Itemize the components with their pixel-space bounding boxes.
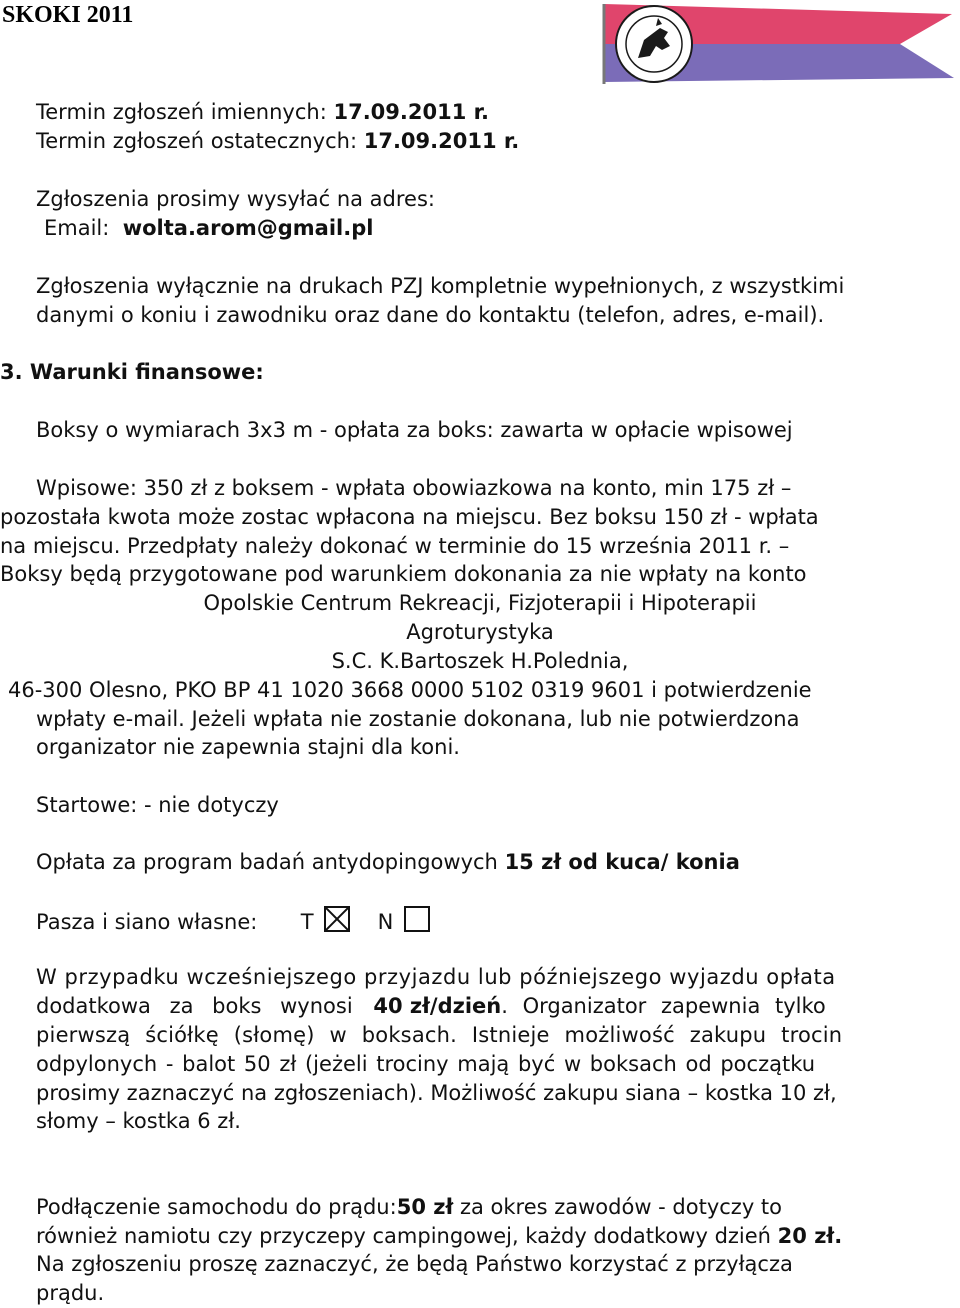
section-heading: 3. Warunki finansowe: bbox=[0, 360, 264, 384]
address-intro: Zgłoszenia prosimy wysyłać na adres: bbox=[36, 187, 435, 211]
named-deadline-label: Termin zgłoszeń imiennych: bbox=[36, 100, 327, 124]
document-title: SKOKI 2011 bbox=[2, 2, 134, 28]
boxes-line: Boksy o wymiarach 3x3 m - opłata za boks: zawarta w opłacie wpisowej bbox=[36, 418, 793, 442]
extra-line3: pierwszą ściółkę (słomę) w boksach. Istnieje możliwość zakupu trocin bbox=[36, 1023, 843, 1047]
doping-value: 15 zł od kuca/ konia bbox=[504, 850, 740, 874]
org-line3: S.C. K.Bartoszek H.Polednia, bbox=[331, 649, 629, 673]
forms-note-line1: Zgłoszenia wyłącznie na drukach PZJ kompletnie wypełnionych, z wszystkimi bbox=[36, 274, 845, 298]
power-line2 bbox=[36, 1222, 842, 1250]
named-deadline bbox=[36, 98, 489, 126]
doping-label: Opłata za program badań antydopingowych bbox=[36, 850, 498, 874]
final-deadline-label: Termin zgłoszeń ostatecznych: bbox=[36, 129, 358, 153]
feed-yes-label: T bbox=[300, 910, 314, 934]
checked-x-icon bbox=[326, 908, 348, 930]
email-label: Email: bbox=[44, 216, 110, 240]
forms-note-line2: danymi o koniu i zawodniku oraz dane do kontaktu (telefon, adres, e-mail). bbox=[36, 303, 825, 327]
extra-line4: odpylonych - balot 50 zł (jeżeli trociny mają być w boksach od początku bbox=[36, 1052, 816, 1076]
club-flag-logo bbox=[600, 0, 960, 86]
fee-line2: pozostała kwota może zostac wpłacona na miejscu. Bez boksu 150 zł - wpłata bbox=[0, 505, 819, 529]
org-line2: Agroturystyka bbox=[406, 620, 554, 644]
power-text1a: Podłączenie samochodu do prądu: bbox=[36, 1195, 397, 1219]
fee-line1: Wpisowe: 350 zł z boksem - wpłata obowiazkowa na konto, min 175 zł – bbox=[36, 476, 792, 500]
extra-text2c: . Organizator zapewnia tylko bbox=[501, 994, 826, 1018]
power-text1c: za okres zawodów - dotyczy to bbox=[453, 1195, 783, 1219]
power-line4: prądu. bbox=[36, 1281, 105, 1305]
fee-line4: Boksy będą przygotowane pod warunkiem dokonania za nie wpłaty na konto bbox=[0, 562, 807, 586]
named-deadline-value: 17.09.2011 r. bbox=[333, 100, 489, 124]
start-fee: Startowe: - nie dotyczy bbox=[36, 793, 279, 817]
extra-line2 bbox=[36, 992, 958, 1020]
power-daily-fee: 20 zł. bbox=[777, 1224, 843, 1248]
power-line1 bbox=[36, 1193, 782, 1221]
fee-line3: na miejscu. Przedpłaty należy dokonać w terminie do 15 września 2011 r. – bbox=[0, 534, 790, 558]
confirm-line2: organizator nie zapewnia stajni dla koni. bbox=[36, 735, 460, 759]
email-link[interactable]: wolta.arom@gmail.pl bbox=[122, 216, 374, 240]
extra-line6: słomy – kostka 6 zł. bbox=[36, 1109, 241, 1133]
final-deadline-value: 17.09.2011 r. bbox=[363, 129, 520, 153]
feed-no-label: N bbox=[377, 910, 394, 934]
power-fee: 50 zł bbox=[396, 1195, 454, 1219]
extra-text2a: dodatkowa za boks wynosi bbox=[36, 994, 353, 1018]
feed-row bbox=[36, 906, 430, 936]
extra-line1 bbox=[36, 963, 958, 991]
extra-text1: W przypadku wcześniejszego przyjazdu lub późniejszego wyjazdu opłata bbox=[36, 965, 836, 989]
power-text2a: również namiotu czy przyczepy campingowej, każdy dodatkowy dzień bbox=[36, 1224, 778, 1248]
final-deadline bbox=[36, 127, 519, 155]
doping-fee bbox=[36, 848, 740, 876]
feed-yes-checkbox[interactable] bbox=[324, 906, 350, 932]
email-row bbox=[44, 214, 373, 242]
feed-label: Pasza i siano własne: bbox=[36, 910, 258, 934]
org-line1: Opolskie Centrum Rekreacji, Fizjoterapii i Hipoterapii bbox=[203, 591, 757, 615]
extra-line5: prosimy zaznaczyć na zgłoszeniach). Możliwość zakupu siana – kostka 10 zł, bbox=[36, 1081, 837, 1105]
confirm-line1: wpłaty e-mail. Jeżeli wpłata nie zostanie dokonana, lub nie potwierdzona bbox=[36, 707, 800, 731]
feed-no-checkbox[interactable] bbox=[404, 906, 430, 932]
power-line3: Na zgłoszeniu proszę zaznaczyć, że będą Państwo korzystać z przyłącza bbox=[36, 1252, 793, 1276]
bank-line: 46-300 Olesno, PKO BP 41 1020 3668 0000 5102 0319 9601 i potwierdzenie bbox=[8, 678, 812, 702]
extra-daily-fee: 40 zł/dzień bbox=[373, 994, 502, 1018]
